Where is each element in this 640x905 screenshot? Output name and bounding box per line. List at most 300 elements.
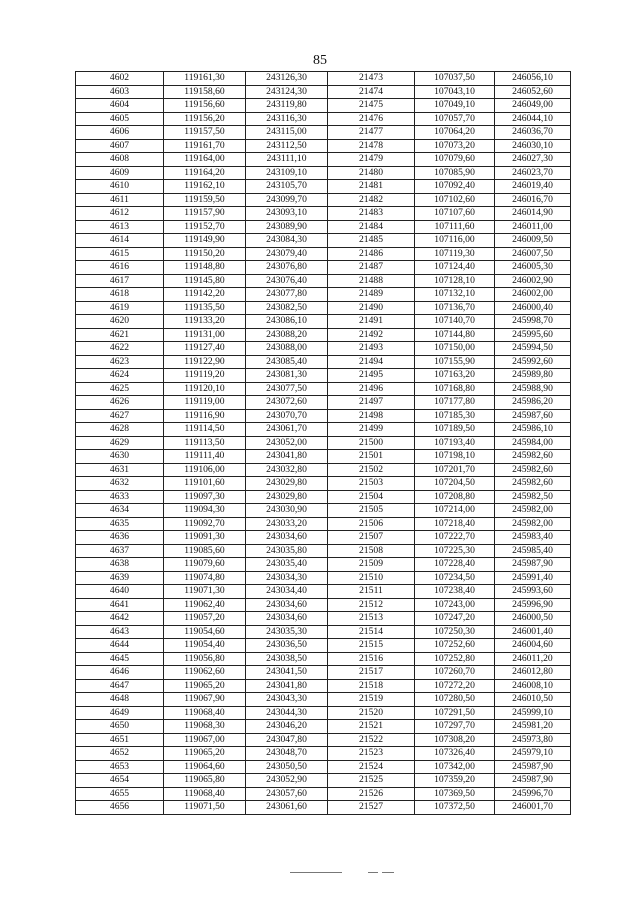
x-coordinate-cell: 107247,20 xyxy=(415,612,495,626)
table-row xyxy=(76,85,571,99)
point-number-cell: 21489 xyxy=(328,288,415,302)
point-number-cell: 4616 xyxy=(76,261,164,275)
x-coordinate-cell: 107064,20 xyxy=(415,126,495,140)
point-number-cell: 21523 xyxy=(328,747,415,761)
y-coordinate-cell: 243112,50 xyxy=(246,139,328,153)
x-coordinate-cell: 107225,30 xyxy=(415,544,495,558)
x-coordinate-cell: 107228,40 xyxy=(415,558,495,572)
point-number-cell: 21492 xyxy=(328,328,415,342)
point-number-cell: 21511 xyxy=(328,585,415,599)
x-coordinate-cell: 107252,60 xyxy=(415,639,495,653)
point-number-cell: 21497 xyxy=(328,396,415,410)
y-coordinate-cell: 243035,80 xyxy=(246,544,328,558)
table-row xyxy=(76,585,571,599)
point-number-cell: 4625 xyxy=(76,382,164,396)
y-coordinate-cell: 245991,40 xyxy=(495,571,571,585)
y-coordinate-cell: 246011,00 xyxy=(495,220,571,234)
coordinates-table xyxy=(75,71,571,815)
x-coordinate-cell: 107049,10 xyxy=(415,99,495,113)
y-coordinate-cell: 246001,40 xyxy=(495,625,571,639)
point-number-cell: 4652 xyxy=(76,747,164,761)
point-number-cell: 21478 xyxy=(328,139,415,153)
y-coordinate-cell: 245987,90 xyxy=(495,558,571,572)
x-coordinate-cell: 107185,30 xyxy=(415,409,495,423)
table-row xyxy=(76,369,571,383)
x-coordinate-cell: 107144,80 xyxy=(415,328,495,342)
point-number-cell: 21520 xyxy=(328,706,415,720)
x-coordinate-cell: 119164,20 xyxy=(164,166,246,180)
y-coordinate-cell: 245985,40 xyxy=(495,544,571,558)
point-number-cell: 4611 xyxy=(76,193,164,207)
x-coordinate-cell: 119068,40 xyxy=(164,787,246,801)
table-row xyxy=(76,774,571,788)
table-row xyxy=(76,99,571,113)
point-number-cell: 4624 xyxy=(76,369,164,383)
x-coordinate-cell: 107163,20 xyxy=(415,369,495,383)
table-row xyxy=(76,396,571,410)
y-coordinate-cell: 246001,70 xyxy=(495,801,571,815)
point-number-cell: 4630 xyxy=(76,450,164,464)
point-number-cell: 21509 xyxy=(328,558,415,572)
x-coordinate-cell: 119057,20 xyxy=(164,612,246,626)
table-row xyxy=(76,342,571,356)
y-coordinate-cell: 243084,30 xyxy=(246,234,328,248)
point-number-cell: 4603 xyxy=(76,85,164,99)
point-number-cell: 21499 xyxy=(328,423,415,437)
point-number-cell: 21476 xyxy=(328,112,415,126)
x-coordinate-cell: 107359,20 xyxy=(415,774,495,788)
x-coordinate-cell: 107079,60 xyxy=(415,153,495,167)
y-coordinate-cell: 243088,20 xyxy=(246,328,328,342)
footer-rule xyxy=(290,872,342,873)
table-row xyxy=(76,490,571,504)
x-coordinate-cell: 107372,50 xyxy=(415,801,495,815)
x-coordinate-cell: 119106,00 xyxy=(164,463,246,477)
y-coordinate-cell: 243081,30 xyxy=(246,369,328,383)
x-coordinate-cell: 107297,70 xyxy=(415,720,495,734)
x-coordinate-cell: 107308,20 xyxy=(415,733,495,747)
point-number-cell: 4622 xyxy=(76,342,164,356)
y-coordinate-cell: 246005,30 xyxy=(495,261,571,275)
x-coordinate-cell: 107177,80 xyxy=(415,396,495,410)
point-number-cell: 4614 xyxy=(76,234,164,248)
x-coordinate-cell: 119159,50 xyxy=(164,193,246,207)
table-row xyxy=(76,787,571,801)
y-coordinate-cell: 246014,90 xyxy=(495,207,571,221)
y-coordinate-cell: 245992,60 xyxy=(495,355,571,369)
x-coordinate-cell: 119149,90 xyxy=(164,234,246,248)
x-coordinate-cell: 107150,00 xyxy=(415,342,495,356)
table-row xyxy=(76,612,571,626)
point-number-cell: 4609 xyxy=(76,166,164,180)
x-coordinate-cell: 107208,80 xyxy=(415,490,495,504)
table-row xyxy=(76,706,571,720)
point-number-cell: 21486 xyxy=(328,247,415,261)
table-row xyxy=(76,558,571,572)
x-coordinate-cell: 119164,00 xyxy=(164,153,246,167)
y-coordinate-cell: 243048,70 xyxy=(246,747,328,761)
x-coordinate-cell: 107234,50 xyxy=(415,571,495,585)
point-number-cell: 4635 xyxy=(76,517,164,531)
x-coordinate-cell: 119111,40 xyxy=(164,450,246,464)
point-number-cell: 4621 xyxy=(76,328,164,342)
x-coordinate-cell: 119068,30 xyxy=(164,720,246,734)
table-row xyxy=(76,504,571,518)
table-row xyxy=(76,517,571,531)
x-coordinate-cell: 119094,30 xyxy=(164,504,246,518)
y-coordinate-cell: 245984,00 xyxy=(495,436,571,450)
y-coordinate-cell: 243034,60 xyxy=(246,598,328,612)
x-coordinate-cell: 107136,70 xyxy=(415,301,495,315)
y-coordinate-cell: 246023,70 xyxy=(495,166,571,180)
y-coordinate-cell: 243076,40 xyxy=(246,274,328,288)
table-row xyxy=(76,423,571,437)
point-number-cell: 21505 xyxy=(328,504,415,518)
y-coordinate-cell: 245982,00 xyxy=(495,517,571,531)
y-coordinate-cell: 243038,50 xyxy=(246,652,328,666)
x-coordinate-cell: 119131,00 xyxy=(164,328,246,342)
y-coordinate-cell: 245993,60 xyxy=(495,585,571,599)
x-coordinate-cell: 119148,80 xyxy=(164,261,246,275)
x-coordinate-cell: 107085,90 xyxy=(415,166,495,180)
y-coordinate-cell: 246008,10 xyxy=(495,679,571,693)
x-coordinate-cell: 107238,40 xyxy=(415,585,495,599)
table-row xyxy=(76,315,571,329)
point-number-cell: 4617 xyxy=(76,274,164,288)
point-number-cell: 4645 xyxy=(76,652,164,666)
point-number-cell: 21524 xyxy=(328,760,415,774)
x-coordinate-cell: 107326,40 xyxy=(415,747,495,761)
point-number-cell: 4648 xyxy=(76,693,164,707)
point-number-cell: 21475 xyxy=(328,99,415,113)
point-number-cell: 21481 xyxy=(328,180,415,194)
x-coordinate-cell: 119119,00 xyxy=(164,396,246,410)
x-coordinate-cell: 107057,70 xyxy=(415,112,495,126)
x-coordinate-cell: 119157,90 xyxy=(164,207,246,221)
table-row xyxy=(76,598,571,612)
x-coordinate-cell: 107193,40 xyxy=(415,436,495,450)
point-number-cell: 21515 xyxy=(328,639,415,653)
x-coordinate-cell: 107168,80 xyxy=(415,382,495,396)
y-coordinate-cell: 245999,10 xyxy=(495,706,571,720)
x-coordinate-cell: 119127,40 xyxy=(164,342,246,356)
table-row xyxy=(76,139,571,153)
x-coordinate-cell: 107280,50 xyxy=(415,693,495,707)
table-row xyxy=(76,625,571,639)
x-coordinate-cell: 119150,20 xyxy=(164,247,246,261)
y-coordinate-cell: 243077,80 xyxy=(246,288,328,302)
table-row xyxy=(76,720,571,734)
table-row xyxy=(76,220,571,234)
y-coordinate-cell: 246030,10 xyxy=(495,139,571,153)
x-coordinate-cell: 119054,60 xyxy=(164,625,246,639)
y-coordinate-cell: 246002,00 xyxy=(495,288,571,302)
y-coordinate-cell: 243116,30 xyxy=(246,112,328,126)
table-row xyxy=(76,450,571,464)
point-number-cell: 21494 xyxy=(328,355,415,369)
y-coordinate-cell: 243047,80 xyxy=(246,733,328,747)
y-coordinate-cell: 243093,10 xyxy=(246,207,328,221)
point-number-cell: 4629 xyxy=(76,436,164,450)
point-number-cell: 4654 xyxy=(76,774,164,788)
point-number-cell: 21490 xyxy=(328,301,415,315)
y-coordinate-cell: 243032,80 xyxy=(246,463,328,477)
point-number-cell: 21516 xyxy=(328,652,415,666)
y-coordinate-cell: 243035,40 xyxy=(246,558,328,572)
y-coordinate-cell: 245983,40 xyxy=(495,531,571,545)
point-number-cell: 4651 xyxy=(76,733,164,747)
y-coordinate-cell: 243029,80 xyxy=(246,477,328,491)
y-coordinate-cell: 246052,60 xyxy=(495,85,571,99)
x-coordinate-cell: 119065,20 xyxy=(164,679,246,693)
x-coordinate-cell: 119065,80 xyxy=(164,774,246,788)
footer-rule xyxy=(382,872,394,873)
point-number-cell: 4653 xyxy=(76,760,164,774)
y-coordinate-cell: 245987,60 xyxy=(495,409,571,423)
x-coordinate-cell: 107218,40 xyxy=(415,517,495,531)
point-number-cell: 4631 xyxy=(76,463,164,477)
point-number-cell: 21504 xyxy=(328,490,415,504)
x-coordinate-cell: 119079,60 xyxy=(164,558,246,572)
x-coordinate-cell: 119068,40 xyxy=(164,706,246,720)
y-coordinate-cell: 243088,00 xyxy=(246,342,328,356)
point-number-cell: 21513 xyxy=(328,612,415,626)
y-coordinate-cell: 243046,20 xyxy=(246,720,328,734)
table-row xyxy=(76,544,571,558)
table-body xyxy=(76,72,571,815)
point-number-cell: 4607 xyxy=(76,139,164,153)
x-coordinate-cell: 107128,10 xyxy=(415,274,495,288)
x-coordinate-cell: 119062,40 xyxy=(164,598,246,612)
x-coordinate-cell: 119135,50 xyxy=(164,301,246,315)
table-row xyxy=(76,477,571,491)
point-number-cell: 4632 xyxy=(76,477,164,491)
y-coordinate-cell: 243079,40 xyxy=(246,247,328,261)
x-coordinate-cell: 107369,50 xyxy=(415,787,495,801)
y-coordinate-cell: 243061,70 xyxy=(246,423,328,437)
y-coordinate-cell: 246002,90 xyxy=(495,274,571,288)
y-coordinate-cell: 243034,30 xyxy=(246,571,328,585)
point-number-cell: 4605 xyxy=(76,112,164,126)
point-number-cell: 21477 xyxy=(328,126,415,140)
y-coordinate-cell: 243052,90 xyxy=(246,774,328,788)
x-coordinate-cell: 107342,00 xyxy=(415,760,495,774)
y-coordinate-cell: 246049,00 xyxy=(495,99,571,113)
x-coordinate-cell: 107201,70 xyxy=(415,463,495,477)
y-coordinate-cell: 246000,50 xyxy=(495,612,571,626)
y-coordinate-cell: 243089,90 xyxy=(246,220,328,234)
y-coordinate-cell: 243115,00 xyxy=(246,126,328,140)
y-coordinate-cell: 243041,80 xyxy=(246,679,328,693)
y-coordinate-cell: 245987,90 xyxy=(495,760,571,774)
point-number-cell: 4637 xyxy=(76,544,164,558)
point-number-cell: 21512 xyxy=(328,598,415,612)
point-number-cell: 21527 xyxy=(328,801,415,815)
point-number-cell: 21503 xyxy=(328,477,415,491)
table-row xyxy=(76,355,571,369)
y-coordinate-cell: 245973,80 xyxy=(495,733,571,747)
table-row xyxy=(76,639,571,653)
point-number-cell: 21501 xyxy=(328,450,415,464)
footer-rule xyxy=(368,872,378,873)
x-coordinate-cell: 119142,20 xyxy=(164,288,246,302)
point-number-cell: 21491 xyxy=(328,315,415,329)
y-coordinate-cell: 245982,60 xyxy=(495,477,571,491)
point-number-cell: 21498 xyxy=(328,409,415,423)
y-coordinate-cell: 243035,30 xyxy=(246,625,328,639)
point-number-cell: 4647 xyxy=(76,679,164,693)
x-coordinate-cell: 119152,70 xyxy=(164,220,246,234)
y-coordinate-cell: 245998,70 xyxy=(495,315,571,329)
y-coordinate-cell: 243033,20 xyxy=(246,517,328,531)
point-number-cell: 4634 xyxy=(76,504,164,518)
y-coordinate-cell: 243050,50 xyxy=(246,760,328,774)
table-row xyxy=(76,747,571,761)
x-coordinate-cell: 119119,20 xyxy=(164,369,246,383)
x-coordinate-cell: 107204,50 xyxy=(415,477,495,491)
x-coordinate-cell: 119116,90 xyxy=(164,409,246,423)
y-coordinate-cell: 243041,50 xyxy=(246,666,328,680)
point-number-cell: 21480 xyxy=(328,166,415,180)
y-coordinate-cell: 243034,60 xyxy=(246,531,328,545)
y-coordinate-cell: 243043,30 xyxy=(246,693,328,707)
point-number-cell: 4628 xyxy=(76,423,164,437)
y-coordinate-cell: 243085,40 xyxy=(246,355,328,369)
y-coordinate-cell: 246056,10 xyxy=(495,72,571,86)
point-number-cell: 4615 xyxy=(76,247,164,261)
y-coordinate-cell: 246011,20 xyxy=(495,652,571,666)
x-coordinate-cell: 119157,50 xyxy=(164,126,246,140)
table-row xyxy=(76,112,571,126)
y-coordinate-cell: 243119,80 xyxy=(246,99,328,113)
point-number-cell: 4612 xyxy=(76,207,164,221)
y-coordinate-cell: 243076,80 xyxy=(246,261,328,275)
point-number-cell: 21493 xyxy=(328,342,415,356)
x-coordinate-cell: 119065,20 xyxy=(164,747,246,761)
y-coordinate-cell: 246009,50 xyxy=(495,234,571,248)
x-coordinate-cell: 119113,50 xyxy=(164,436,246,450)
x-coordinate-cell: 107189,50 xyxy=(415,423,495,437)
table-row xyxy=(76,126,571,140)
x-coordinate-cell: 107102,60 xyxy=(415,193,495,207)
point-number-cell: 4636 xyxy=(76,531,164,545)
x-coordinate-cell: 119133,20 xyxy=(164,315,246,329)
x-coordinate-cell: 119122,90 xyxy=(164,355,246,369)
table-row xyxy=(76,801,571,815)
y-coordinate-cell: 243070,70 xyxy=(246,409,328,423)
point-number-cell: 4638 xyxy=(76,558,164,572)
point-number-cell: 4642 xyxy=(76,612,164,626)
point-number-cell: 21526 xyxy=(328,787,415,801)
table-row xyxy=(76,274,571,288)
point-number-cell: 4610 xyxy=(76,180,164,194)
x-coordinate-cell: 107214,00 xyxy=(415,504,495,518)
point-number-cell: 4623 xyxy=(76,355,164,369)
x-coordinate-cell: 119092,70 xyxy=(164,517,246,531)
point-number-cell: 4627 xyxy=(76,409,164,423)
point-number-cell: 21521 xyxy=(328,720,415,734)
point-number-cell: 21508 xyxy=(328,544,415,558)
table-row xyxy=(76,652,571,666)
y-coordinate-cell: 246010,50 xyxy=(495,693,571,707)
point-number-cell: 21518 xyxy=(328,679,415,693)
table-row xyxy=(76,153,571,167)
x-coordinate-cell: 119064,60 xyxy=(164,760,246,774)
y-coordinate-cell: 243072,60 xyxy=(246,396,328,410)
x-coordinate-cell: 107092,40 xyxy=(415,180,495,194)
point-number-cell: 21519 xyxy=(328,693,415,707)
y-coordinate-cell: 245989,80 xyxy=(495,369,571,383)
point-number-cell: 21488 xyxy=(328,274,415,288)
point-number-cell: 4643 xyxy=(76,625,164,639)
point-number-cell: 21482 xyxy=(328,193,415,207)
y-coordinate-cell: 243052,00 xyxy=(246,436,328,450)
y-coordinate-cell: 243124,30 xyxy=(246,85,328,99)
y-coordinate-cell: 243109,10 xyxy=(246,166,328,180)
point-number-cell: 21474 xyxy=(328,85,415,99)
point-number-cell: 4606 xyxy=(76,126,164,140)
point-number-cell: 4608 xyxy=(76,153,164,167)
x-coordinate-cell: 119074,80 xyxy=(164,571,246,585)
table-row xyxy=(76,693,571,707)
point-number-cell: 21479 xyxy=(328,153,415,167)
y-coordinate-cell: 243041,80 xyxy=(246,450,328,464)
x-coordinate-cell: 119056,80 xyxy=(164,652,246,666)
y-coordinate-cell: 243082,50 xyxy=(246,301,328,315)
point-number-cell: 4655 xyxy=(76,787,164,801)
table-row xyxy=(76,207,571,221)
y-coordinate-cell: 245987,90 xyxy=(495,774,571,788)
x-coordinate-cell: 119071,30 xyxy=(164,585,246,599)
x-coordinate-cell: 119067,90 xyxy=(164,693,246,707)
x-coordinate-cell: 119067,00 xyxy=(164,733,246,747)
x-coordinate-cell: 107155,90 xyxy=(415,355,495,369)
point-number-cell: 4644 xyxy=(76,639,164,653)
y-coordinate-cell: 243034,60 xyxy=(246,612,328,626)
x-coordinate-cell: 107250,30 xyxy=(415,625,495,639)
y-coordinate-cell: 245986,10 xyxy=(495,423,571,437)
x-coordinate-cell: 119091,30 xyxy=(164,531,246,545)
point-number-cell: 21487 xyxy=(328,261,415,275)
y-coordinate-cell: 243029,80 xyxy=(246,490,328,504)
y-coordinate-cell: 245988,90 xyxy=(495,382,571,396)
point-number-cell: 21522 xyxy=(328,733,415,747)
point-number-cell: 4641 xyxy=(76,598,164,612)
y-coordinate-cell: 245994,50 xyxy=(495,342,571,356)
x-coordinate-cell: 107124,40 xyxy=(415,261,495,275)
point-number-cell: 4649 xyxy=(76,706,164,720)
point-number-cell: 4619 xyxy=(76,301,164,315)
table-row xyxy=(76,166,571,180)
x-coordinate-cell: 119071,50 xyxy=(164,801,246,815)
y-coordinate-cell: 243105,70 xyxy=(246,180,328,194)
point-number-cell: 21517 xyxy=(328,666,415,680)
point-number-cell: 21495 xyxy=(328,369,415,383)
y-coordinate-cell: 245995,60 xyxy=(495,328,571,342)
point-number-cell: 21510 xyxy=(328,571,415,585)
y-coordinate-cell: 243086,10 xyxy=(246,315,328,329)
point-number-cell: 21507 xyxy=(328,531,415,545)
point-number-cell: 21525 xyxy=(328,774,415,788)
x-coordinate-cell: 107043,10 xyxy=(415,85,495,99)
point-number-cell: 4639 xyxy=(76,571,164,585)
point-number-cell: 21496 xyxy=(328,382,415,396)
x-coordinate-cell: 107073,20 xyxy=(415,139,495,153)
point-number-cell: 21483 xyxy=(328,207,415,221)
x-coordinate-cell: 107260,70 xyxy=(415,666,495,680)
point-number-cell: 4626 xyxy=(76,396,164,410)
x-coordinate-cell: 107107,60 xyxy=(415,207,495,221)
